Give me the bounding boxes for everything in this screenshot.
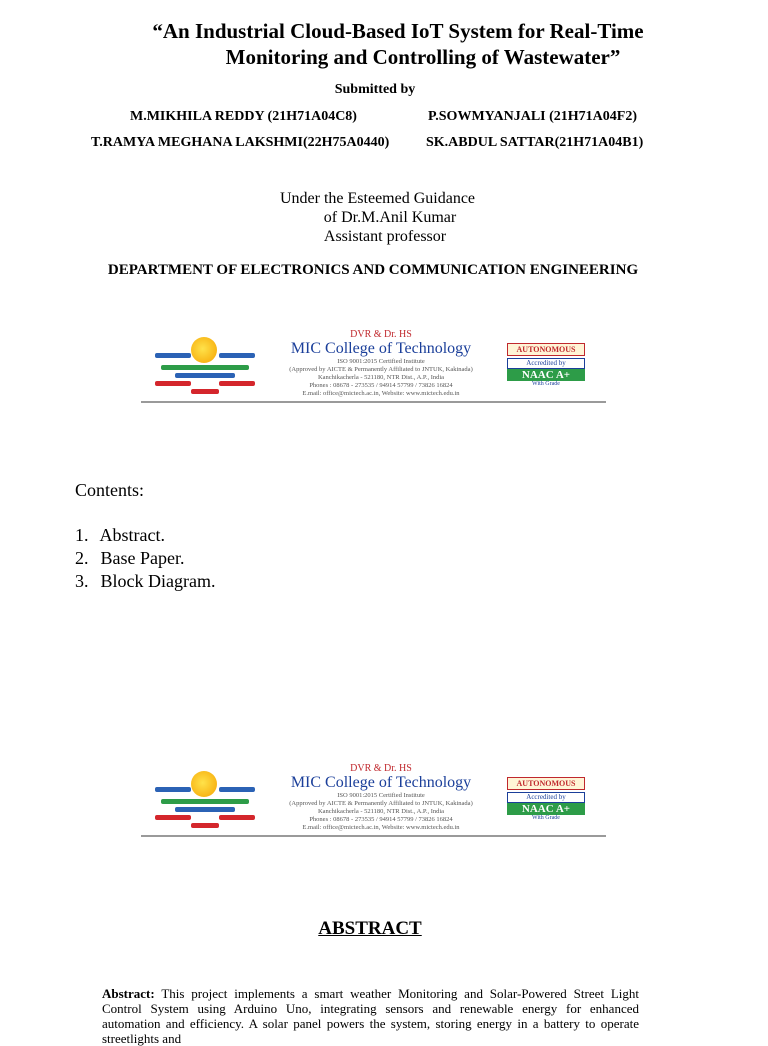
college-prefix: DVR & Dr. HS bbox=[350, 763, 412, 774]
list-label: Abstract. bbox=[99, 525, 165, 545]
title-line-1: “An Industrial Cloud-Based IoT System for Real-Time bbox=[152, 19, 644, 43]
author-name: P.SOWMYANJALI (21H71A04F2) bbox=[428, 109, 637, 124]
college-logo bbox=[155, 331, 255, 395]
author-name: M.MIKHILA REDDY (21H71A04C8) bbox=[130, 109, 357, 124]
college-iso: ISO 9001:2015 Certified Institute bbox=[337, 358, 425, 365]
abstract-heading: ABSTRACT bbox=[318, 918, 422, 939]
list-label: Base Paper. bbox=[100, 548, 185, 568]
banner-divider bbox=[141, 401, 606, 403]
author-name: T.RAMYA MEGHANA LAKSHMI(22H75A0440) bbox=[91, 135, 390, 150]
accreditation-badges bbox=[507, 777, 585, 822]
guidance-block bbox=[0, 189, 755, 246]
college-iso: ISO 9001:2015 Certified Institute bbox=[337, 792, 425, 799]
accreditation-badges bbox=[507, 343, 585, 388]
department-heading: DEPARTMENT OF ELECTRONICS AND COMMUNICATION ENGINEERING bbox=[107, 262, 639, 278]
accredited-label: Accredited by bbox=[507, 358, 585, 369]
college-name: MIC College of Technology bbox=[290, 774, 472, 791]
list-item bbox=[75, 524, 215, 547]
list-number: 1. bbox=[75, 525, 89, 545]
list-number: 3. bbox=[75, 571, 89, 591]
banner-divider bbox=[141, 835, 606, 837]
abstract-body bbox=[102, 986, 639, 1046]
submitted-by-label: Submitted by bbox=[334, 82, 416, 97]
guide-name: of Dr.M.Anil Kumar bbox=[323, 209, 457, 226]
college-name-block bbox=[251, 763, 511, 832]
document-title bbox=[60, 18, 736, 70]
list-item bbox=[75, 547, 215, 570]
guidance-line: Under the Esteemed Guidance bbox=[279, 190, 476, 207]
contents-heading: Contents: bbox=[75, 480, 145, 500]
grade-label: With Grade bbox=[532, 815, 560, 821]
college-logo bbox=[155, 765, 255, 829]
list-label: Block Diagram. bbox=[100, 571, 216, 591]
abstract-lead: Abstract: bbox=[102, 986, 155, 1001]
title-line-2: Monitoring and Controlling of Wastewater” bbox=[225, 45, 621, 69]
college-phones: Phones : 08678 - 273535 / 94914 57799 / 73826 16824 bbox=[309, 382, 453, 389]
guide-designation: Assistant professor bbox=[323, 228, 447, 245]
college-contact: E.mail: office@mictech.ac.in, Website: www.mictech.edu.in bbox=[302, 824, 460, 831]
naac-badge: NAAC A+ bbox=[507, 369, 585, 381]
sun-emblem-icon bbox=[191, 337, 217, 363]
college-name-block bbox=[251, 329, 511, 398]
sun-emblem-icon bbox=[191, 771, 217, 797]
autonomous-badge: AUTONOMOUS bbox=[507, 343, 585, 356]
list-item bbox=[75, 570, 215, 593]
college-address: Kanchikacherla - 521180, NTR Dist., A.P., India bbox=[317, 808, 445, 815]
naac-badge: NAAC A+ bbox=[507, 803, 585, 815]
college-contact: E.mail: office@mictech.ac.in, Website: www.mictech.edu.in bbox=[302, 390, 460, 397]
grade-label: With Grade bbox=[532, 381, 560, 387]
college-address: Kanchikacherla - 521180, NTR Dist., A.P., India bbox=[317, 374, 445, 381]
college-approval: (Approved by AICTE & Permanently Affiliated to JNTUK, Kakinada) bbox=[289, 800, 473, 807]
accredited-label: Accredited by bbox=[507, 792, 585, 803]
author-name: SK.ABDUL SATTAR(21H71A04B1) bbox=[426, 135, 644, 150]
list-number: 2. bbox=[75, 548, 89, 568]
college-phones: Phones : 08678 - 273535 / 94914 57799 / 73826 16824 bbox=[309, 816, 453, 823]
contents-list bbox=[75, 524, 215, 593]
college-prefix: DVR & Dr. HS bbox=[350, 329, 412, 340]
autonomous-badge: AUTONOMOUS bbox=[507, 777, 585, 790]
college-banner bbox=[141, 321, 606, 403]
college-name: MIC College of Technology bbox=[290, 340, 472, 357]
abstract-text: This project implements a smart weather Monitoring and Solar-Powered Street Light Control System using Arduino Uno, integrating sensors and renewable energy for enhanced automation and efficiency. A solar panel powers the system, storing energy in a battery to operate streetlights and bbox=[102, 986, 639, 1046]
college-approval: (Approved by AICTE & Permanently Affiliated to JNTUK, Kakinada) bbox=[289, 366, 473, 373]
college-banner bbox=[141, 755, 606, 837]
